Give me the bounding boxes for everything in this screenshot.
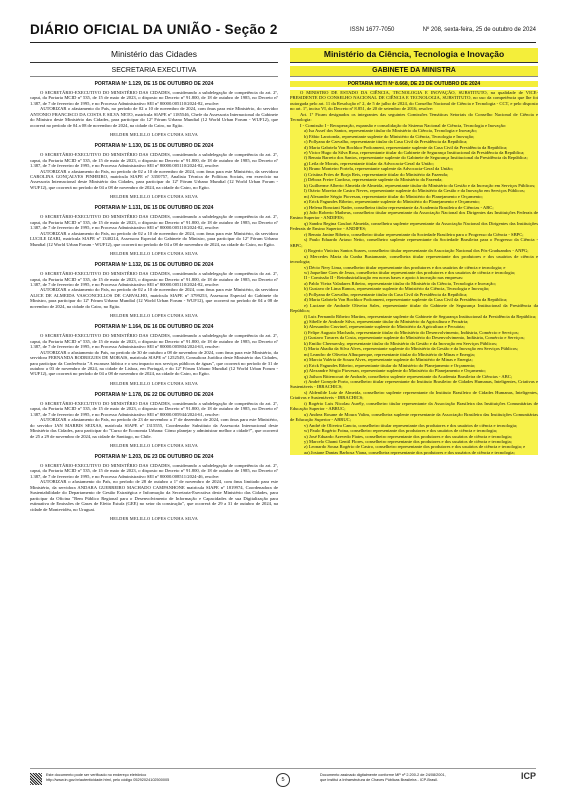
ordinance-title: PORTARIA Nº 1.129, DE 15 DE OUTUBRO DE 2024 bbox=[94, 81, 214, 87]
signature-note bbox=[320, 773, 500, 783]
ordinance-paragraph: aa) Josiane Dantas Barbosa Viana, conselheira representante dos produtores e dos usuários de ciência e tecnologia; bbox=[290, 450, 538, 455]
ordinance-paragraph: u) Mercedes Maria da Cunha Bustamante, conselheira titular representante dos produtores e dos usuários de ciência e tecnologia; bbox=[290, 253, 538, 265]
ordinance-paragraph: n) Marcia Valéria de Souza Alves, representante suplente do Ministério de Minas e Energia; bbox=[290, 357, 538, 362]
ordinance-paragraph: k) Emilio Chernavsky, representante titular do Ministério da Gestão e da Inovação em Serviços Públicos; bbox=[290, 341, 538, 346]
ordinance-paragraph: s) Aldenilde Luiz de Almeida, conselheiro suplente representante do Instituto Brasileiro de Cidades Humanas, Inteligentes, Criativas e Sustentáveis - IBRACHICS; bbox=[290, 389, 538, 401]
ordinance-paragraph: AUTORIZAR o afastamento do País, no período de 30 de outubro a 08 de novembro de 2024, com ônus para este Ministério, da servidora FERNANDA RODRIGUES DE MORAIS, matrícula SIAPE nº 1252549, Consultora Jurídica deste Ministério das Cidades, para participar da Conferência "A escassez hídrica e o seu impacto nos serviços públicos de águas", que ocorrerá no período de 31 de outubro a 03 de novembro de 2024, na cidade de Lisboa, em Portugal, e do 12º Fórum Urbano Mundial (12 World Urban Forum - WUF12), que ocorrerá no período de 04 a 08 de novembro de 2024, na cidade do Cairo, no Egito. bbox=[30, 349, 278, 377]
edition-info: Nº 208, sexta-feira, 25 de outubro de 2024 bbox=[422, 27, 536, 33]
ordinance-paragraph: I - Comissão I - Recuperação, expansão e consolidação do Sistema Nacional de Ciência, Tecnologia e Inovação: bbox=[290, 123, 538, 128]
ordinance-paragraph: u) Andrea Rosane de Moura Valim, conselheira suplente representante da Associação Brasileira das Instituições Comunitárias de Educação Superior - ABRUC; bbox=[290, 411, 538, 423]
ordinance-paragraph: k) Guilherme Alberto Almeida de Almeida, representante titular do Ministério da Gestão e da Inovação em Serviços Públicos; bbox=[290, 183, 538, 188]
ordinance-paragraph: b) Gustavo de Lima Ramos, representante suplente do Ministério da Ciência, Tecnologia e Inovação; bbox=[290, 286, 538, 291]
ordinance-paragraph: c) Pollyana de Carvalho, representante titular da Casa Civil da Presidência da República; bbox=[290, 292, 538, 297]
page-number: 5 bbox=[276, 773, 290, 787]
masthead bbox=[30, 20, 536, 43]
right-ordinance-title: PORTARIA MCTI Nº 8.668, DE 23 DE OUTUBRO DE 2024 bbox=[290, 81, 538, 87]
ordinance-paragraph: m) Alexandre Sérgio Piovesan, representante titular do Ministério do Planejamento e Orçamento; bbox=[290, 194, 538, 199]
ordinance-paragraph: AUTORIZAR o afastamento do País, no período de 02 a 10 de novembro de 2024, com ônus para este Ministério, da servidora ALICE DE ALMEIDA VASCONCELLOS DE CARVALHO, matrícula SIAPE nº 3799253, Assessora Especial do Gabinete do Ministro, para participar do 12º Fórum Urbano Mundial (12 World Urban Forum - WUF12), que ocorrerá no período de 04 a 08 de novembro de 2024, na cidade do Cairo, no Egito. bbox=[30, 287, 278, 309]
ordinance-paragraph: e) Luciane de Andrade Oliveira Sales, representante titular do Gabinete de Segurança Institucional da Presidência da República; bbox=[290, 302, 538, 314]
ordinance-paragraph: l) Otávio Moreira de Castro Neves, representante suplente do Ministério da Gestão e da Inovação em Serviços Públicos; bbox=[290, 188, 538, 193]
signature-line-2: que institui a Infraestrutura de Chaves Públicas Brasileira - ICP-Brasil. bbox=[320, 778, 438, 782]
ordinance-paragraph: l) Maria Abadia da Silva Alves, representante suplente do Ministério da Gestão e da Inovação em Serviços Públicos; bbox=[290, 346, 538, 351]
ordinance-paragraph: j) Gustavo Tavares da Costa, representante suplente do Ministério do Desenvolvimento, Indústria, Comércio e Serviços; bbox=[290, 335, 538, 340]
ordinance-paragraph: q) Sandra Regina Goulart Almeida, conselheira suplente representante da Associação Nacional dos Dirigentes das Instituições Federais de Ensino Superior - ANDIFES; bbox=[290, 220, 538, 232]
ordinance-paragraph: Art. 1º Ficam designados os integrantes das seguintes Comissões Temáticas Setoriais do Conselho Nacional de Ciência e Tecnologia: bbox=[290, 111, 538, 123]
ordinance-paragraph: d) Maria Gabriela Von Bochkor Podcameni, representante suplente da Casa Civil da Presidência da República; bbox=[290, 145, 538, 150]
verification-line-1: Este documento pode ser verificado no endereço eletrônico bbox=[46, 773, 147, 777]
ordinance-paragraph: O SECRETÁRIO-EXECUTIVO DO MINISTÉRIO DAS CIDADES, considerando a subdelegação de competência do art. 2º, caput, da Portaria MCID nº 535, de 15 de maio de 2023, o disposto no Decreto nº 91.800, de 18 de outubro de 1985, no Decreto nº 1.387, de 7 de fevereiro de 1995, e no Processo Administrativo SEI nº 80000.008511/2024-46, resolve: bbox=[30, 463, 278, 479]
ordinance-paragraph: m) Leandro de Oliveira Albuquerque, representante titular do Ministério de Minas e Energia; bbox=[290, 352, 538, 357]
ordinance-paragraph: i) Felipe Augusto Machado, representante titular do Ministério do Desenvolvimento, Indústria, Comércio e Serviços; bbox=[290, 330, 538, 335]
ordinance-paragraph: j) Débora Freire Cardoso, representante suplente do Ministério da Fazenda; bbox=[290, 177, 538, 182]
ordinance-paragraph: a) Isa Assef dos Santos, representante titular do Ministério da Ciência, Tecnologia e Inovação; bbox=[290, 128, 538, 133]
ordinance-paragraph: h) Alessandro Cruvinel, representante suplente do Ministério da Agricultura e Pecuária; bbox=[290, 324, 538, 329]
ordinance-paragraph: AUTORIZAR o afastamento do País, no período de 23 de novembro a 1º de dezembro de 2024, com ônus para este Ministério, do servidor IAN MARBIS SEIXAS, matrícula SIAPE nº 1315555, Coordenador Substituto da Assessoria Internacional deste Ministério das Cidades, para participar do "Curso de Economia Urbana: Cómo planejar y administrar melhor a cidade?", que ocorrerá de 25 a 29 de novembro de 2024, na cidade de Santiago, no Chile. bbox=[30, 417, 278, 439]
ordinance-paragraph: O SECRETÁRIO-EXECUTIVO DO MINISTÉRIO DAS CIDADES, considerando a subdelegação de competência do art. 2º, caput, da Portaria MCID nº 535, de 15 de maio de 2023, o disposto no Decreto nº 91.800, de 18 de outubro de 1985, no Decreto nº 1.387, de 7 de fevereiro de 1995, e no Processo Administrativo SEI nº 80000.005110/2024-82, resolve: bbox=[30, 152, 278, 169]
ordinance-paragraph: s) Paulo Eduardo Artaxo Netto, conselheiro suplente representante da Sociedade Brasileira para o Progresso da Ciência - SBPC; bbox=[290, 237, 538, 248]
ordinance-paragraph: O MINISTRO DE ESTADO DA CIÊNCIA, TECNOLOGIA E INOVAÇÃO, SUBSTITUTO, na qualidade de VICE-PRESIDENTE DO CONSELHO NACIONAL DE CIÊNCIA E TECNOLOGIA, SUBSTITUTO, no uso da competência que lhe foi outorgada pelo art. 11 da Resolução nº 2, de 5 de julho de 2024, do Conselho Nacional de Ciência e Tecnologia - CCT, e pelo disposto no art. 1º, inciso VI, do Decreto nº 8.851, de 20 de setembro de 2016, resolve: bbox=[290, 90, 538, 112]
ordinance-paragraph: O SECRETÁRIO-EXECUTIVO DO MINISTÉRIO DAS CIDADES, considerando a subdelegação de competência do art. 2º, caput, da Portaria MCID nº 535, de 15 de maio de 2023, o disposto no Decreto nº 91.800, de 18 de outubro de 1985, no Decreto nº 1.387, de 7 de fevereiro de 1995, e no Processo Administrativo SEI nº 80000.005804/2024-63, resolve: bbox=[30, 333, 278, 350]
ordinance-paragraph: g) Leila de Morais, representante titular da Advocacia-Geral da União; bbox=[290, 161, 538, 166]
ordinance-title: PORTARIA Nº 1.132, DE 15 DE OUTUBRO DE 2024 bbox=[94, 262, 214, 269]
right-ministry-heading: Ministério da Ciência, Tecnologia e Inovação bbox=[290, 48, 538, 63]
right-column bbox=[290, 48, 538, 760]
ordinance-paragraph: w) Jaqueline Goes de Jesus, conselheira titular representante dos produtores e dos usuários de ciência e tecnologia; bbox=[290, 270, 538, 275]
ordinance-paragraph: g) Sibelle de Andrade Silva, representante titular do Ministério da Agricultura e Pecuária; bbox=[290, 319, 538, 324]
ordinance-paragraph: O SECRETÁRIO-EXECUTIVO DO MINISTÉRIO DAS CIDADES, considerando a subdelegação de competência do art. 2º, caput, da Portaria MCID nº 535, de 15 de maio de 2023, o disposto no Decreto nº 91.800, de 18 de outubro de 1985, no Decreto nº 1.387, de 7 de fevereiro de 1995, e no Processo Administrativo SEI nº 80000.005944/2024-61, resolve: bbox=[30, 400, 278, 417]
ordinance-paragraph: II - Comissão II - Reindustrialização em novas bases e apoio à inovação nas empresas: bbox=[290, 275, 538, 280]
icp-brasil-logo: ICP bbox=[520, 771, 536, 781]
left-ministry-heading: Ministério das Cidades bbox=[30, 48, 278, 63]
ordinance-paragraph: AUTORIZAR o afastamento do País, no período de 28 de outubro a 1º de novembro de 2024, com ônus limitado para este Ministério, da servidora ANDARA GUERREIRO MACHADO CAMPANHONE matrícula SIAPE nº 1819974, Coordenadora de Sustentabilidade do Departamento de Gestão Estratégica e Informação da Secretaria-Executiva deste Ministério das Cidades, para participar da Oficina "Bem Público Regional para o Desenvolvimento de Informação e Capacidades de sua Digitalização para estimativa de Emissões de Gases de Efeito Estufa (GEE) no setor da construção", que ocorrerá de 29 a 31 de outubro de 2024, na cidade de Montevidéu, no Uruguai. bbox=[30, 479, 278, 512]
ordinance-paragraph: t) Rogério Luis Nicolau Aurély, conselheiro titular representante da Associação Brasileira das Instituições Comunitárias de Educação Superior - ABRUC; bbox=[290, 400, 538, 412]
left-department-heading: SECRETARIA EXECUTIVA bbox=[30, 66, 278, 77]
ordinance-paragraph: i) Cristina Fróes de Borja Reis, representante titular do Ministério da Fazenda; bbox=[290, 172, 538, 177]
ordinance-paragraph: y) Marcelo Chami Gentil Flores, conselheiro representante dos produtores e dos usuários de ciência e tecnologia; bbox=[290, 439, 538, 444]
ordinance-paragraph: h) Bruno Monteiro Portela, representante suplente da Advocacia-Geral da União; bbox=[290, 166, 538, 171]
verification-line-2: http://www.in.gov.br/autenticidade.html, pelo código 05292024102500005 bbox=[46, 778, 170, 782]
ordinance-paragraph: d) Maria Gabriela Von Bochkor Podcameni, representante suplente da Casa Civil da Presidência da República; bbox=[290, 297, 538, 302]
gazette-title: DIÁRIO OFICIAL DA UNIÃO - Seção 2 bbox=[30, 22, 278, 37]
right-department-heading: GABINETE DA MINISTRA bbox=[290, 66, 538, 77]
issn: ISSN 1677-7050 bbox=[350, 27, 395, 33]
verification-note bbox=[30, 773, 240, 783]
ordinance-signature: HELDER MELILLO LOPES CUNHA SILVA bbox=[109, 516, 199, 522]
ordinance-paragraph: w) Paulo Rogério Foina, conselheiro representante dos produtores e dos usuários de ciência e tecnologia; bbox=[290, 428, 538, 433]
ordinance-paragraph: z) Leonardo Sousa Rogério de Castro, conselheiro representante dos produtores e dos usuários de ciência e tecnologia; e bbox=[290, 444, 538, 449]
ordinance-paragraph: O SECRETÁRIO-EXECUTIVO DO MINISTÉRIO DAS CIDADES, considerando a subdelegação de competência do art. 2º, caput, da Portaria MCID nº 535, de 15 de maio de 2023, o disposto no Decreto nº 91.800, de 18 de outubro de 1985, no Decreto nº 1.387, de 7 de fevereiro de 1995, e no Processo Administrativo SEI nº 80000.005110/2024-82, resolve: bbox=[30, 271, 278, 287]
ordinance-paragraph: v) André de Oliveira Cancio, conselheiro titular representante dos produtores e dos usuários de ciência e tecnologia; bbox=[290, 423, 538, 428]
left-ordinances bbox=[30, 81, 278, 521]
ordinance-paragraph: r) André Gomyde Porto, conselheiro titular representante do Instituto Brasileiro de Cidades Humanas, Inteligentes, Criativas e Sustentáveis - IBRACHICS; bbox=[290, 379, 538, 390]
signature-line-1: Documento assinado digitalmente conforme MP nº 2.200-2 de 24/08/2001, bbox=[320, 773, 446, 777]
ordinance-paragraph: r) Renato Janine Ribeiro, conselheiro titular representante da Sociedade Brasileira para o Progresso da Ciência - SBPC; bbox=[290, 232, 538, 237]
ordinance-paragraph: o) Erick Fagundes Ribeiro, representante titular do Ministério do Planejamento e Orçamento; bbox=[290, 363, 538, 368]
ordinance-paragraph: f) Luis Fernando Ribeiro Martins, representante suplente do Gabinete de Segurança Institucional da Presidência da República; bbox=[290, 314, 538, 319]
ordinance-paragraph: p) Alexandre Sérgio Piovesan, representante suplente do Ministério do Planejamento e Orçamento; bbox=[290, 368, 538, 373]
ordinance-signature: HELDER MELILLO LOPES CUNHA SILVA bbox=[109, 380, 199, 386]
ordinance-paragraph: b) Fábio Larotonda, representante suplente do Ministério da Ciência, Tecnologia e Inovação; bbox=[290, 134, 538, 139]
ordinance-paragraph: n) Erick Fagundes Ribeiro, representante suplente do Ministério do Planejamento e Orçamento; bbox=[290, 199, 538, 204]
ordinance-paragraph: AUTORIZAR o afastamento do País, no período de 02 a 10 de novembro de 2024, com ônus para este Ministério, do servidor ANTONIO FRANCISCO DA COSTA E SILVA NETO, matrícula SIAPE nº 1185546, Chefe da Assessoria Internacional do Gabinete do Ministro deste Ministério das Cidades, para participar do 12º Fórum Urbano Mundial (12 World Urban Forum - WUF12), que ocorrerá no período de 04 a 08 de novembro de 2024, na cidade do Cairo, no Egito. bbox=[30, 106, 278, 128]
ordinance-title: PORTARIA Nº 1.130, DE 15 DE OUTUBRO DE 2024 bbox=[94, 143, 214, 150]
right-ordinance-body bbox=[290, 90, 538, 455]
ordinance-paragraph: e) Victor Hugo da Silva Rosa, representante titular do Gabinete de Segurança Institucional da Presidência da República; bbox=[290, 150, 538, 155]
ordinance-paragraph: f) Renata Barreto dos Santos, representante suplente do Gabinete de Segurança Institucional da Presidência da República; bbox=[290, 155, 538, 160]
ordinance-signature: HELDER MELILLO LOPES CUNHA SILVA bbox=[109, 251, 199, 257]
ordinance-paragraph: o) Helena Bonciani Nader, conselheira titular representante da Academia Brasileira de Ciências - ABC; bbox=[290, 205, 538, 210]
ordinance-signature: HELDER MELILLO LOPES CUNHA SILVA bbox=[109, 194, 199, 200]
ordinance-paragraph: p) João Roberto Matheus, conselheiro titular representante da Associação Nacional dos Dirigentes das Instituições Federais de Ensino Superior - ANDIFES; bbox=[290, 209, 538, 221]
ordinance-paragraph: x) José Eduardo Azevedo Fiates, conselheiro representante dos produtores e dos usuários de ciência e tecnologia; bbox=[290, 434, 538, 439]
left-column bbox=[30, 48, 278, 760]
ordinance-title: PORTARIA Nº 1.164, DE 16 DE OUTUBRO DE 2024 bbox=[94, 324, 214, 331]
ordinance-paragraph: O SECRETÁRIO-EXECUTIVO DO MINISTÉRIO DAS CIDADES, considerando a subdelegação de competência do art. 2º, caput, da Portaria MCID nº 535, de 15 de maio de 2023, o disposto no Decreto nº 91.800, de 18 de outubro de 1985, no Decreto nº 1.387, de 7 de fevereiro de 1995, e no Processo Administrativo SEI nº 80000.005110/2024-82, resolve: bbox=[30, 90, 278, 106]
ordinance-signature: HELDER MELILLO LOPES CUNHA SILVA bbox=[109, 313, 199, 319]
ordinance-title: PORTARIA Nº 1.178, DE 22 DE OUTUBRO DE 2024 bbox=[94, 391, 214, 398]
ordinance-paragraph: O SECRETÁRIO-EXECUTIVO DO MINISTÉRIO DAS CIDADES, considerando a subdelegação de competência do art. 2º, caput, da Portaria MCID nº 535, de 15 de maio de 2023, o disposto no Decreto nº 91.800, de 18 de outubro de 1985, no Decreto nº 1.387, de 7 de fevereiro de 1995, e no Processo Administrativo SEI nº 80000.005110/2024-82, resolve: bbox=[30, 214, 278, 231]
ordinance-paragraph: v) Décio Nery Lima, conselheiro titular representante dos produtores e dos usuários de ciência e tecnologia; e bbox=[290, 265, 538, 270]
ordinance-paragraph: AUTORIZAR o afastamento do País, no período de 02 a 10 de novembro de 2024, com ônus para este Ministério, da servidora LUCILE IZARI, matrícula SIAPE nº 1340214, Assessora Especial do Gabinete do Ministro, para participar do 12º Fórum Urbano Mundial (12 World Urban Forum - WUF12), que ocorrerá no período de 04 a 08 de novembro de 2024, na cidade do Cairo, no Egito. bbox=[30, 230, 278, 247]
ordinance-paragraph: t) Rogerio Vinicius Santos Soares, conselheiro titular representante da Associação Nacional dos Pós-Graduandos - ANPG; bbox=[290, 248, 538, 253]
ordinance-title: PORTARIA Nº 1.203, DE 23 DE OUTUBRO DE 2024 bbox=[94, 454, 214, 461]
ordinance-signature: HELDER MELILLO LOPES CUNHA SILVA bbox=[109, 443, 199, 449]
page-footer bbox=[30, 768, 536, 791]
ordinance-signature: HELDER MELILLO LOPES CUNHA SILVA bbox=[109, 132, 199, 138]
ordinance-paragraph: a) Pablo Vieira Valadares Ribeiro, representante titular do Ministério da Ciência, Tecnologia e Inovação; bbox=[290, 281, 538, 286]
ordinance-paragraph: c) Pollyana de Carvalho, representante titular da Casa Civil da Presidência da República; bbox=[290, 139, 538, 144]
ordinance-title: PORTARIA Nº 1.131, DE 15 DE OUTUBRO DE 2024 bbox=[94, 205, 214, 212]
ordinance-paragraph: q) Jailson Bittencourt de Andrade, conselheiro suplente representante da Academia Brasileira de Ciências - ABC; bbox=[290, 374, 538, 379]
ordinance-paragraph: AUTORIZAR o afastamento do País, no período de 02 a 10 de novembro de 2024, com ônus para este Ministério, da servidora CAROLINA GONÇALVES PINHEIRO, matrícula SIAPE nº 3350757, Analista Técnica de Políticas Sociais, em exercício na Assessoria Internacional deste Ministério das Cidades, para participar do 12º Fórum Urbano Mundial (12 World Urban Forum - WUF12), que ocorrerá no período de 04 a 08 de novembro de 2024, na cidade do Cairo, no Egito. bbox=[30, 168, 278, 190]
